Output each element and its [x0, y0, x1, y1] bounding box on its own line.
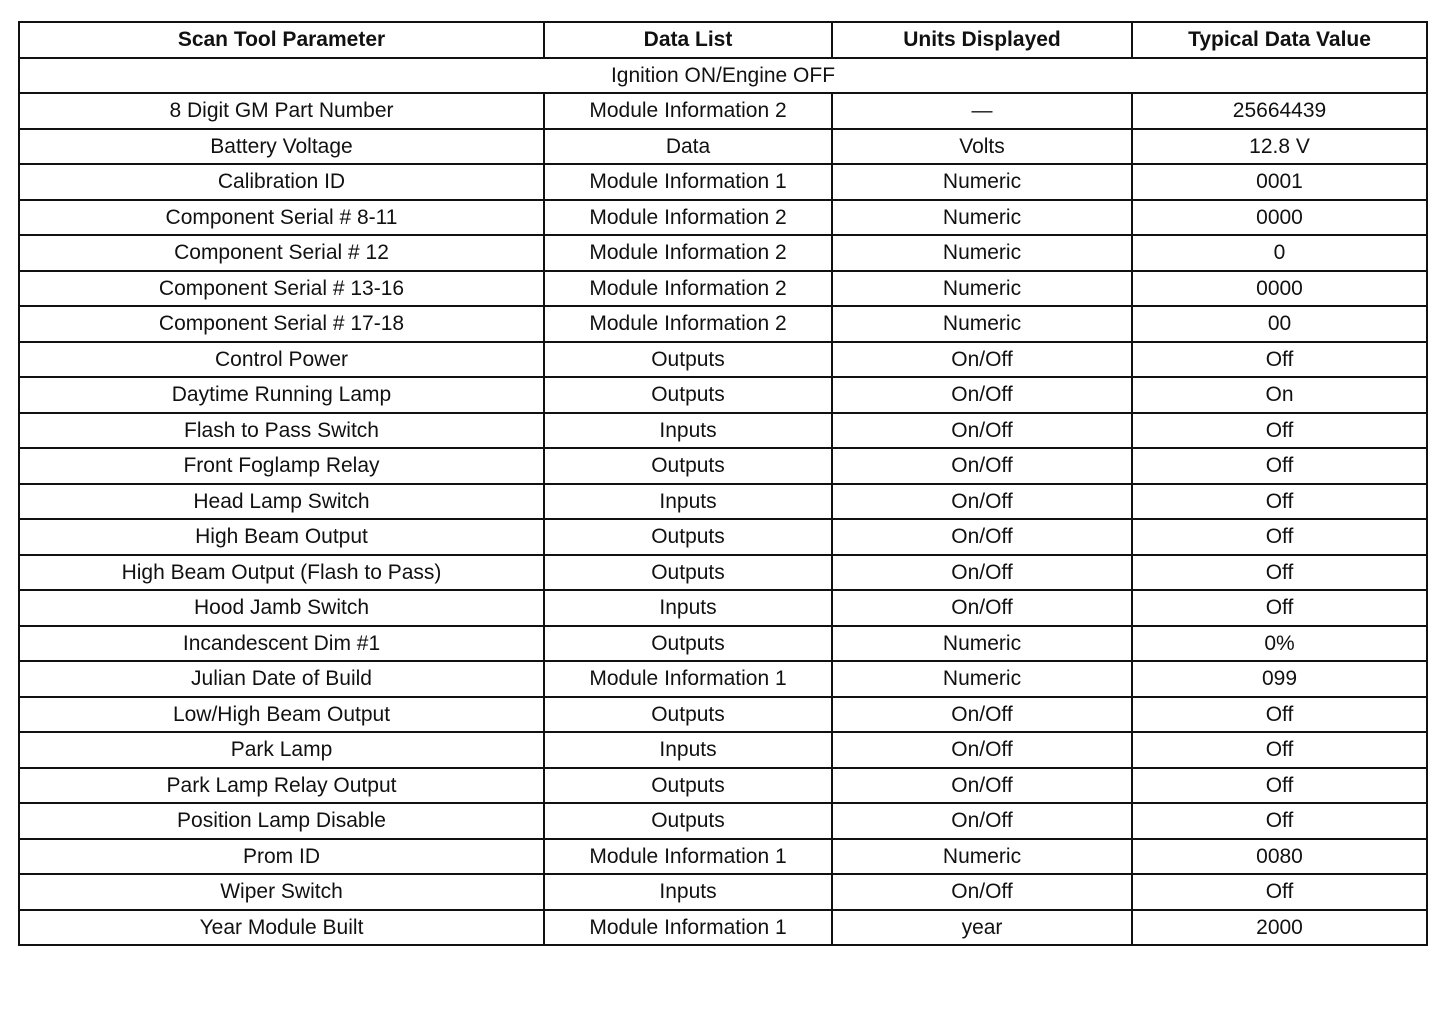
- cell-data-list: Outputs: [544, 803, 832, 839]
- header-row: [19, 22, 1427, 58]
- cell-parameter: Daytime Running Lamp: [19, 377, 544, 413]
- cell-parameter: Hood Jamb Switch: [19, 590, 544, 626]
- cell-typical-value: Off: [1132, 413, 1427, 449]
- cell-typical-value: Off: [1132, 732, 1427, 768]
- document-page: [18, 21, 1426, 946]
- table-row: [19, 235, 1427, 271]
- cell-typical-value: 25664439: [1132, 93, 1427, 129]
- cell-units: Numeric: [832, 306, 1132, 342]
- cell-typical-value: 0001: [1132, 164, 1427, 200]
- cell-data-list: Module Information 1: [544, 661, 832, 697]
- cell-data-list: Module Information 1: [544, 839, 832, 875]
- table-row: [19, 732, 1427, 768]
- table-row: [19, 590, 1427, 626]
- table-row: [19, 803, 1427, 839]
- cell-parameter: Control Power: [19, 342, 544, 378]
- cell-data-list: Outputs: [544, 697, 832, 733]
- cell-units: Volts: [832, 129, 1132, 165]
- table-row: [19, 413, 1427, 449]
- cell-units: Numeric: [832, 200, 1132, 236]
- cell-parameter: 8 Digit GM Part Number: [19, 93, 544, 129]
- cell-units: On/Off: [832, 697, 1132, 733]
- cell-units: On/Off: [832, 803, 1132, 839]
- section-title: Ignition ON/Engine OFF: [19, 58, 1427, 94]
- cell-typical-value: 0000: [1132, 200, 1427, 236]
- cell-data-list: Outputs: [544, 555, 832, 591]
- cell-units: Numeric: [832, 164, 1132, 200]
- cell-parameter: Low/High Beam Output: [19, 697, 544, 733]
- cell-parameter: Front Foglamp Relay: [19, 448, 544, 484]
- table-row: [19, 839, 1427, 875]
- cell-typical-value: 099: [1132, 661, 1427, 697]
- cell-data-list: Outputs: [544, 377, 832, 413]
- cell-units: Numeric: [832, 271, 1132, 307]
- header-typical-data-value: Typical Data Value: [1132, 22, 1427, 58]
- table-row: [19, 306, 1427, 342]
- cell-data-list: Module Information 2: [544, 235, 832, 271]
- cell-typical-value: Off: [1132, 555, 1427, 591]
- table-row: [19, 164, 1427, 200]
- cell-data-list: Outputs: [544, 768, 832, 804]
- cell-parameter: High Beam Output: [19, 519, 544, 555]
- cell-units: Numeric: [832, 626, 1132, 662]
- table-row: [19, 661, 1427, 697]
- cell-data-list: Module Information 2: [544, 271, 832, 307]
- cell-typical-value: Off: [1132, 768, 1427, 804]
- cell-data-list: Inputs: [544, 590, 832, 626]
- cell-units: On/Off: [832, 377, 1132, 413]
- cell-units: On/Off: [832, 732, 1132, 768]
- cell-data-list: Module Information 2: [544, 93, 832, 129]
- cell-parameter: Head Lamp Switch: [19, 484, 544, 520]
- cell-units: Numeric: [832, 661, 1132, 697]
- cell-typical-value: Off: [1132, 448, 1427, 484]
- cell-parameter: Component Serial # 17-18: [19, 306, 544, 342]
- cell-data-list: Outputs: [544, 626, 832, 662]
- cell-units: Numeric: [832, 839, 1132, 875]
- table-row: [19, 342, 1427, 378]
- table-row: [19, 200, 1427, 236]
- cell-typical-value: Off: [1132, 590, 1427, 626]
- cell-units: Numeric: [832, 235, 1132, 271]
- cell-typical-value: Off: [1132, 874, 1427, 910]
- cell-parameter: Component Serial # 12: [19, 235, 544, 271]
- table-row: [19, 519, 1427, 555]
- table-row: [19, 910, 1427, 946]
- cell-data-list: Module Information 2: [544, 306, 832, 342]
- cell-parameter: Julian Date of Build: [19, 661, 544, 697]
- cell-data-list: Inputs: [544, 413, 832, 449]
- cell-parameter: Calibration ID: [19, 164, 544, 200]
- cell-units: —: [832, 93, 1132, 129]
- cell-typical-value: Off: [1132, 484, 1427, 520]
- cell-parameter: Wiper Switch: [19, 874, 544, 910]
- table-row: [19, 93, 1427, 129]
- cell-units: year: [832, 910, 1132, 946]
- cell-parameter: Flash to Pass Switch: [19, 413, 544, 449]
- cell-parameter: Incandescent Dim #1: [19, 626, 544, 662]
- cell-data-list: Data: [544, 129, 832, 165]
- table-row: [19, 448, 1427, 484]
- cell-typical-value: 0000: [1132, 271, 1427, 307]
- cell-typical-value: 0080: [1132, 839, 1427, 875]
- cell-data-list: Module Information 1: [544, 910, 832, 946]
- cell-parameter: Park Lamp: [19, 732, 544, 768]
- table-row: [19, 271, 1427, 307]
- cell-units: On/Off: [832, 768, 1132, 804]
- cell-data-list: Inputs: [544, 732, 832, 768]
- cell-typical-value: 0: [1132, 235, 1427, 271]
- cell-units: On/Off: [832, 413, 1132, 449]
- cell-typical-value: 0%: [1132, 626, 1427, 662]
- table-row: [19, 768, 1427, 804]
- cell-parameter: Battery Voltage: [19, 129, 544, 165]
- cell-data-list: Module Information 1: [544, 164, 832, 200]
- cell-typical-value: 2000: [1132, 910, 1427, 946]
- cell-parameter: Prom ID: [19, 839, 544, 875]
- table-row: [19, 484, 1427, 520]
- cell-units: On/Off: [832, 590, 1132, 626]
- cell-data-list: Outputs: [544, 342, 832, 378]
- cell-typical-value: Off: [1132, 803, 1427, 839]
- table-row: [19, 626, 1427, 662]
- header-units-displayed: Units Displayed: [832, 22, 1132, 58]
- header-scan-tool-parameter: Scan Tool Parameter: [19, 22, 544, 58]
- cell-parameter: Park Lamp Relay Output: [19, 768, 544, 804]
- header-data-list: Data List: [544, 22, 832, 58]
- table-row: [19, 697, 1427, 733]
- cell-parameter: Year Module Built: [19, 910, 544, 946]
- cell-data-list: Inputs: [544, 484, 832, 520]
- table-row: [19, 377, 1427, 413]
- cell-typical-value: 12.8 V: [1132, 129, 1427, 165]
- cell-units: On/Off: [832, 555, 1132, 591]
- cell-units: On/Off: [832, 484, 1132, 520]
- cell-data-list: Module Information 2: [544, 200, 832, 236]
- scan-tool-data-table: [18, 21, 1428, 946]
- table-row: [19, 129, 1427, 165]
- table-row: [19, 555, 1427, 591]
- cell-typical-value: Off: [1132, 697, 1427, 733]
- cell-data-list: Outputs: [544, 519, 832, 555]
- cell-data-list: Inputs: [544, 874, 832, 910]
- cell-typical-value: On: [1132, 377, 1427, 413]
- cell-typical-value: 00: [1132, 306, 1427, 342]
- cell-units: On/Off: [832, 519, 1132, 555]
- cell-parameter: Component Serial # 13-16: [19, 271, 544, 307]
- table-body: [19, 58, 1427, 946]
- cell-units: On/Off: [832, 342, 1132, 378]
- cell-parameter: High Beam Output (Flash to Pass): [19, 555, 544, 591]
- cell-typical-value: Off: [1132, 342, 1427, 378]
- cell-units: On/Off: [832, 448, 1132, 484]
- cell-units: On/Off: [832, 874, 1132, 910]
- cell-data-list: Outputs: [544, 448, 832, 484]
- cell-parameter: Component Serial # 8-11: [19, 200, 544, 236]
- table-row: [19, 874, 1427, 910]
- cell-parameter: Position Lamp Disable: [19, 803, 544, 839]
- section-row: [19, 58, 1427, 94]
- cell-typical-value: Off: [1132, 519, 1427, 555]
